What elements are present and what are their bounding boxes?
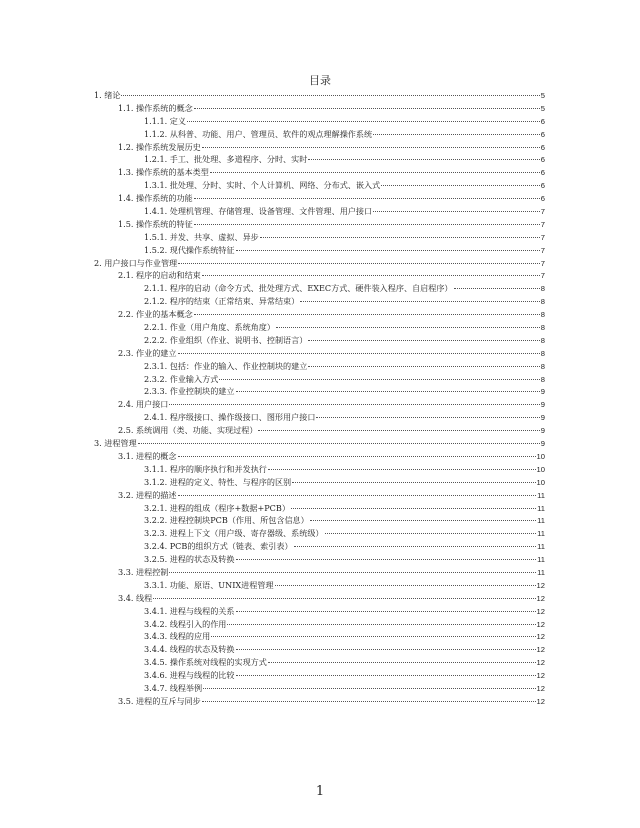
toc-entry-title: 2. 用户接口与作业管理 bbox=[94, 257, 178, 268]
dot-leader bbox=[187, 121, 540, 122]
toc-entry-title: 3.2.3. 进程上下文（用户级、寄存器级、系统级） bbox=[144, 528, 324, 539]
toc-entry-page: 11 bbox=[537, 516, 545, 526]
toc-entry[interactable] bbox=[94, 463, 545, 476]
toc-entry-title: 3.1.2. 进程的定义、特性、与程序的区别 bbox=[144, 476, 292, 487]
dot-leader bbox=[202, 275, 540, 276]
toc-entry-page: 12 bbox=[536, 645, 545, 655]
toc-entry[interactable] bbox=[94, 398, 545, 411]
toc-entry-page: 8 bbox=[540, 310, 545, 320]
toc-entry-page: 9 bbox=[540, 439, 545, 449]
page-number: 1 bbox=[315, 784, 325, 799]
toc-entry[interactable] bbox=[94, 424, 545, 437]
toc-entry-page: 12 bbox=[536, 619, 545, 629]
toc-entry[interactable] bbox=[94, 334, 545, 347]
toc-entry-page: 9 bbox=[540, 426, 545, 436]
toc-entry-page: 7 bbox=[540, 258, 545, 268]
dot-leader bbox=[294, 546, 537, 547]
dot-leader bbox=[275, 585, 536, 586]
toc-entry-page: 8 bbox=[540, 323, 545, 333]
toc-entry[interactable] bbox=[94, 540, 545, 553]
toc-entry[interactable] bbox=[94, 656, 545, 669]
toc-entry[interactable] bbox=[94, 502, 545, 515]
toc-entry-page: 5 bbox=[540, 103, 545, 113]
toc-entry[interactable] bbox=[94, 618, 545, 631]
toc-entry-title: 2.5. 系统调用（类、功能、实现过程） bbox=[118, 425, 258, 436]
toc-entry-title: 1.1.2. 从科普、功能、用户、管理员、软件的观点理解操作系统 bbox=[144, 128, 373, 139]
toc-entry-title: 2.3.1. 包括：作业的输入、作业控制块的建立 bbox=[144, 360, 308, 371]
toc-entry-title: 1.4. 操作系统的功能 bbox=[118, 193, 193, 204]
toc-entry[interactable] bbox=[94, 166, 545, 179]
toc-entry[interactable] bbox=[94, 669, 545, 682]
dot-leader bbox=[454, 288, 540, 289]
toc-entry-title: 3.4.3. 线程的应用 bbox=[144, 631, 211, 642]
toc-entry[interactable] bbox=[94, 695, 545, 708]
dot-leader bbox=[236, 250, 540, 251]
toc-entry-page: 12 bbox=[536, 658, 545, 668]
toc-entry[interactable] bbox=[94, 205, 545, 218]
toc-entry-page: 12 bbox=[536, 593, 545, 603]
dot-leader bbox=[178, 495, 537, 496]
dot-leader bbox=[236, 391, 540, 392]
toc-entry-page: 6 bbox=[540, 194, 545, 204]
toc-entry-page: 6 bbox=[540, 155, 545, 165]
dot-leader bbox=[138, 443, 540, 444]
toc-entry[interactable] bbox=[94, 192, 545, 205]
toc-entry[interactable] bbox=[94, 579, 545, 592]
toc-entry-title: 3.2. 进程的描述 bbox=[118, 489, 177, 500]
toc-entry-title: 2.1.1. 程序的启动（命令方式、批处理方式、EXEC方式、硬件装入程序、自启程序） bbox=[144, 283, 453, 294]
toc-entry[interactable] bbox=[94, 295, 545, 308]
dot-leader bbox=[169, 404, 539, 405]
dot-leader bbox=[202, 701, 536, 702]
dot-leader bbox=[178, 263, 540, 264]
dot-leader bbox=[236, 559, 537, 560]
toc-entry-page: 10 bbox=[536, 464, 545, 474]
dot-leader bbox=[210, 172, 540, 173]
dot-leader bbox=[194, 108, 540, 109]
dot-leader bbox=[308, 159, 539, 160]
toc-entry[interactable] bbox=[94, 553, 545, 566]
dot-leader bbox=[178, 353, 540, 354]
dot-leader bbox=[373, 211, 540, 212]
toc-entry-page: 7 bbox=[540, 219, 545, 229]
toc-entry[interactable] bbox=[94, 360, 545, 373]
dot-leader bbox=[203, 688, 535, 689]
toc-entry-page: 6 bbox=[540, 181, 545, 191]
dot-leader bbox=[169, 572, 536, 573]
toc-entry-title: 1.5.1. 并发、共享、虚拟、异步 bbox=[144, 231, 259, 242]
toc-entry-title: 3.5. 进程的互斥与同步 bbox=[118, 695, 201, 706]
toc-entry[interactable] bbox=[94, 630, 545, 643]
dot-leader bbox=[292, 482, 535, 483]
dot-leader bbox=[153, 598, 535, 599]
table-of-contents bbox=[94, 89, 545, 708]
dot-leader bbox=[194, 198, 540, 199]
toc-entry-page: 6 bbox=[540, 116, 545, 126]
toc-entry-title: 2.1. 程序的启动和结束 bbox=[118, 270, 201, 281]
toc-entry-title: 1.4.1. 处理机管理、存储管理、设备管理、文件管理、用户接口 bbox=[144, 206, 373, 217]
toc-entry[interactable] bbox=[94, 437, 545, 450]
dot-leader bbox=[373, 134, 540, 135]
toc-entry[interactable] bbox=[94, 231, 545, 244]
toc-entry-title: 1.3.1. 批处理、分时、实时、个人计算机、网络、分布式、嵌入式 bbox=[144, 180, 381, 191]
toc-entry[interactable] bbox=[94, 257, 545, 270]
toc-entry-title: 1.2. 操作系统发展历史 bbox=[118, 141, 201, 152]
toc-entry[interactable] bbox=[94, 476, 545, 489]
toc-entry[interactable] bbox=[94, 102, 545, 115]
dot-leader bbox=[276, 327, 540, 328]
toc-entry[interactable] bbox=[94, 592, 545, 605]
toc-entry-page: 12 bbox=[536, 671, 545, 681]
toc-entry-page: 11 bbox=[537, 503, 545, 513]
toc-entry-page: 6 bbox=[540, 142, 545, 152]
toc-entry[interactable] bbox=[94, 128, 545, 141]
dot-leader bbox=[308, 340, 539, 341]
toc-entry[interactable] bbox=[94, 153, 545, 166]
toc-entry-page: 7 bbox=[540, 271, 545, 281]
toc-entry-title: 2.4.1. 程序级接口、操作级接口、图形用户接口 bbox=[144, 412, 316, 423]
toc-entry-page: 8 bbox=[540, 297, 545, 307]
toc-entry-title: 3.2.1. 进程的组成（程序+数据+PCB） bbox=[144, 502, 290, 513]
toc-entry-page: 12 bbox=[536, 632, 545, 642]
toc-entry-page: 9 bbox=[540, 387, 545, 397]
toc-entry-page: 7 bbox=[540, 245, 545, 255]
toc-entry[interactable] bbox=[94, 269, 545, 282]
toc-entry[interactable] bbox=[94, 179, 545, 192]
toc-entry[interactable] bbox=[94, 218, 545, 231]
toc-entry[interactable] bbox=[94, 308, 545, 321]
dot-leader bbox=[308, 366, 539, 367]
toc-entry-page: 10 bbox=[536, 451, 545, 461]
dot-leader bbox=[258, 430, 539, 431]
toc-entry-title: 1.5. 操作系统的特征 bbox=[118, 218, 193, 229]
toc-entry-page: 8 bbox=[540, 348, 545, 358]
toc-entry-page: 8 bbox=[540, 361, 545, 371]
toc-entry-title: 3.4.1. 进程与线程的关系 bbox=[144, 605, 235, 616]
dot-leader bbox=[211, 636, 535, 637]
dot-leader bbox=[300, 301, 540, 302]
toc-entry-title: 2.1.2. 程序的结束（正常结束、异常结束） bbox=[144, 296, 300, 307]
dot-leader bbox=[260, 237, 540, 238]
toc-entry[interactable] bbox=[94, 373, 545, 386]
dot-leader bbox=[219, 379, 539, 380]
toc-entry[interactable] bbox=[94, 115, 545, 128]
toc-entry-title: 3.3.1. 功能、原语、UNIX进程管理 bbox=[144, 579, 274, 590]
toc-entry-page: 8 bbox=[540, 284, 545, 294]
toc-entry[interactable] bbox=[94, 244, 545, 257]
toc-entry-page: 6 bbox=[540, 168, 545, 178]
toc-entry[interactable] bbox=[94, 682, 545, 695]
dot-leader bbox=[291, 508, 536, 509]
toc-entry-page: 8 bbox=[540, 374, 545, 384]
toc-entry-page: 12 bbox=[536, 683, 545, 693]
toc-entry[interactable] bbox=[94, 605, 545, 618]
toc-entry[interactable] bbox=[94, 411, 545, 424]
dot-leader bbox=[310, 520, 536, 521]
toc-entry[interactable] bbox=[94, 527, 545, 540]
toc-entry-page: 8 bbox=[540, 335, 545, 345]
dot-leader bbox=[381, 185, 540, 186]
toc-entry[interactable] bbox=[94, 321, 545, 334]
toc-entry-page: 7 bbox=[540, 207, 545, 217]
toc-entry[interactable] bbox=[94, 282, 545, 295]
toc-entry-title: 3.4. 线程 bbox=[118, 592, 153, 603]
toc-entry-page: 6 bbox=[540, 129, 545, 139]
toc-entry-title: 2.3. 作业的建立 bbox=[118, 347, 177, 358]
toc-entry[interactable] bbox=[94, 141, 545, 154]
page-title: 目录 bbox=[309, 74, 331, 87]
toc-entry-page: 11 bbox=[537, 490, 545, 500]
toc-entry-title: 1.2.1. 手工、批处理、多道程序、分时、实时 bbox=[144, 154, 308, 165]
dot-leader bbox=[227, 624, 535, 625]
toc-entry-title: 3.4.6. 进程与线程的比较 bbox=[144, 670, 235, 681]
dot-leader bbox=[194, 224, 540, 225]
dot-leader bbox=[268, 469, 536, 470]
toc-entry-page: 11 bbox=[537, 555, 545, 565]
toc-entry[interactable] bbox=[94, 450, 545, 463]
toc-entry-title: 3.1. 进程的概念 bbox=[118, 450, 177, 461]
toc-entry-page: 11 bbox=[537, 567, 545, 577]
dot-leader bbox=[121, 95, 539, 96]
dot-leader bbox=[316, 417, 539, 418]
toc-entry[interactable] bbox=[94, 514, 545, 527]
toc-entry-page: 9 bbox=[540, 400, 545, 410]
toc-entry-page: 11 bbox=[537, 529, 545, 539]
toc-entry[interactable] bbox=[94, 385, 545, 398]
toc-entry-title: 3.3. 进程控制 bbox=[118, 566, 169, 577]
toc-entry-title: 1.1.1. 定义 bbox=[144, 115, 186, 126]
dot-leader bbox=[178, 456, 536, 457]
dot-leader bbox=[268, 662, 536, 663]
toc-entry-title: 2.2. 作业的基本概念 bbox=[118, 309, 193, 320]
toc-entry-title: 2.3.2. 作业输入方式 bbox=[144, 373, 219, 384]
toc-entry-page: 7 bbox=[540, 232, 545, 242]
toc-entry-title: 1. 绪论 bbox=[94, 90, 121, 100]
dot-leader bbox=[236, 611, 536, 612]
toc-entry-page: 12 bbox=[536, 580, 545, 590]
dot-leader bbox=[202, 147, 540, 148]
toc-entry[interactable] bbox=[94, 347, 545, 360]
toc-entry[interactable] bbox=[94, 643, 545, 656]
toc-entry-page: 5 bbox=[540, 91, 545, 100]
toc-entry-title: 1.5.2. 现代操作系统特征 bbox=[144, 244, 235, 255]
toc-entry-page: 9 bbox=[540, 413, 545, 423]
toc-entry[interactable] bbox=[94, 566, 545, 579]
toc-entry-page: 12 bbox=[536, 696, 545, 706]
toc-entry-title: 3.4.2. 线程引入的作用 bbox=[144, 618, 227, 629]
dot-leader bbox=[236, 675, 536, 676]
toc-entry-title: 2.2.1. 作业（用户角度、系统角度） bbox=[144, 322, 275, 333]
toc-entry-title: 1.1. 操作系统的概念 bbox=[118, 102, 193, 113]
dot-leader bbox=[325, 533, 537, 534]
toc-entry-title: 3.4.5. 操作系统对线程的实现方式 bbox=[144, 657, 267, 668]
toc-entry[interactable] bbox=[94, 89, 545, 102]
dot-leader bbox=[236, 649, 536, 650]
toc-entry-page: 10 bbox=[536, 477, 545, 487]
toc-entry-title: 3.2.5. 进程的状态及转换 bbox=[144, 554, 235, 565]
toc-entry-page: 12 bbox=[536, 606, 545, 616]
toc-entry-title: 3.2.2. 进程控制块PCB（作用、所包含信息） bbox=[144, 515, 309, 526]
toc-entry-title: 2.4. 用户接口 bbox=[118, 399, 169, 410]
toc-entry-title: 3.1.1. 程序的顺序执行和并发执行 bbox=[144, 463, 267, 474]
toc-entry-title: 3.2.4. PCB的组织方式（链表、索引表） bbox=[144, 541, 293, 552]
toc-entry-title: 3.4.7. 线程举例 bbox=[144, 682, 203, 693]
toc-entry-title: 3.4.4. 线程的状态及转换 bbox=[144, 644, 235, 655]
toc-entry-title: 2.3.3. 作业控制块的建立 bbox=[144, 386, 235, 397]
toc-entry-title: 1.3. 操作系统的基本类型 bbox=[118, 167, 209, 178]
toc-entry[interactable] bbox=[94, 489, 545, 502]
toc-entry-title: 2.2.2. 作业组织（作业、说明书、控制语言） bbox=[144, 334, 308, 345]
dot-leader bbox=[194, 314, 540, 315]
toc-entry-page: 11 bbox=[537, 542, 545, 552]
toc-entry-title: 3. 进程管理 bbox=[94, 438, 137, 449]
